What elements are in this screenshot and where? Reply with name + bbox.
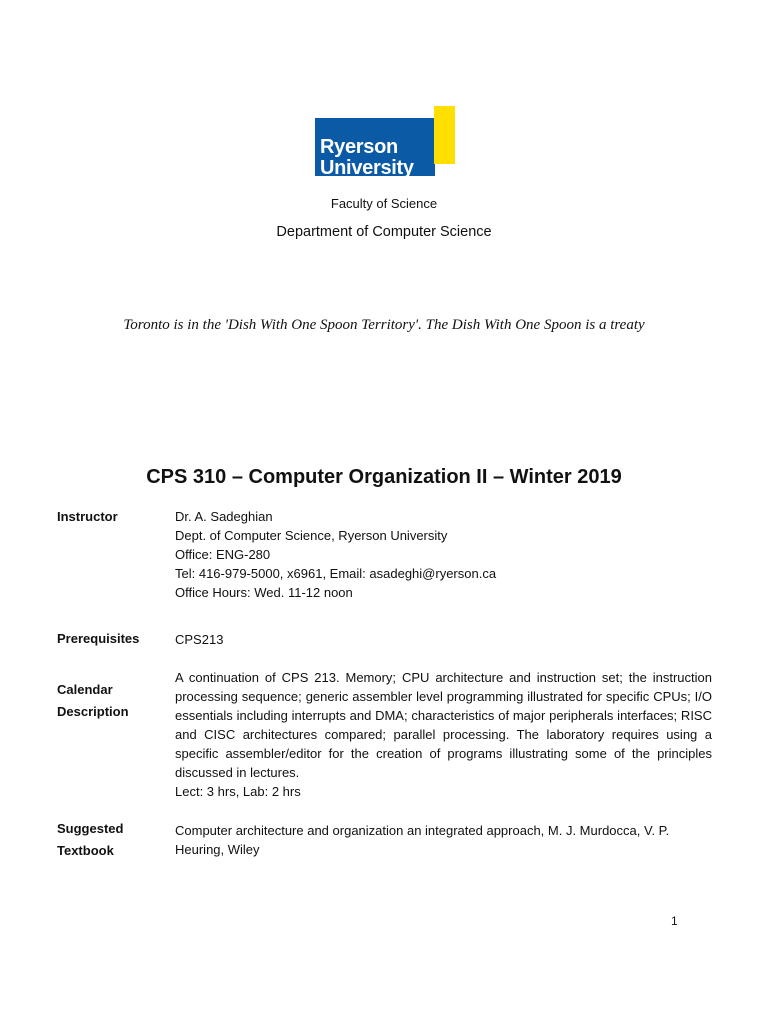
calendar-description-label bbox=[57, 679, 129, 723]
textbook-label-line-2: Textbook bbox=[57, 843, 114, 858]
logo-blue-box bbox=[315, 118, 435, 179]
logo-line-1: Ryerson bbox=[320, 136, 398, 158]
treaty-statement: Toronto is in the 'Dish With One Spoon Territory'. The Dish With One Spoon is a treaty bbox=[123, 317, 645, 333]
logo-line-2: University bbox=[320, 157, 414, 179]
prerequisites-value: CPS213 bbox=[175, 632, 224, 647]
calendar-description bbox=[175, 668, 712, 801]
page-number: 1 bbox=[671, 914, 678, 928]
calendar-label-line-2: Description bbox=[57, 704, 129, 719]
instructor-office-hours: Office Hours: Wed. 11-12 noon bbox=[175, 585, 353, 600]
calendar-hours: Lect: 3 hrs, Lab: 2 hrs bbox=[175, 784, 301, 799]
instructor-label: Instructor bbox=[57, 509, 118, 524]
calendar-label-line-1: Calendar bbox=[57, 682, 113, 697]
university-logo bbox=[315, 106, 455, 179]
textbook-citation: Computer architecture and organization an integrated approach, M. J. Murdocca, V. P. Heuring, Wiley bbox=[175, 823, 670, 857]
calendar-description-text: A continuation of CPS 213. Memory; CPU architecture and instruction set; the instruction processing sequence; generic assembler level programming illustrated for specific CPUs; I/O essentials including interrupts and DMA; characteristics of major peripherals interfaces; RISC and CISC architectures compared; parallel processing. The laboratory requires using a specific assembler/editor for the creation of programs illustrating some of the principles discussed in lectures. bbox=[175, 670, 712, 780]
department-name: Department of Computer Science bbox=[276, 224, 492, 240]
course-title: CPS 310 – Computer Organization II – Winter 2019 bbox=[146, 466, 622, 488]
instructor-details bbox=[175, 507, 712, 602]
instructor-office: Office: ENG-280 bbox=[175, 547, 271, 562]
instructor-name: Dr. A. Sadeghian bbox=[175, 509, 273, 524]
faculty-name: Faculty of Science bbox=[330, 196, 438, 211]
instructor-contact: Tel: 416-979-5000, x6961, Email: asadeghi@ryerson.ca bbox=[175, 566, 497, 581]
prerequisites-label: Prerequisites bbox=[57, 631, 140, 646]
logo-text bbox=[320, 137, 414, 179]
textbook-label-line-1: Suggested bbox=[57, 821, 124, 836]
logo-yellow-bar bbox=[434, 106, 455, 164]
textbook-label bbox=[57, 818, 123, 862]
instructor-dept: Dept. of Computer Science, Ryerson University bbox=[175, 528, 448, 543]
